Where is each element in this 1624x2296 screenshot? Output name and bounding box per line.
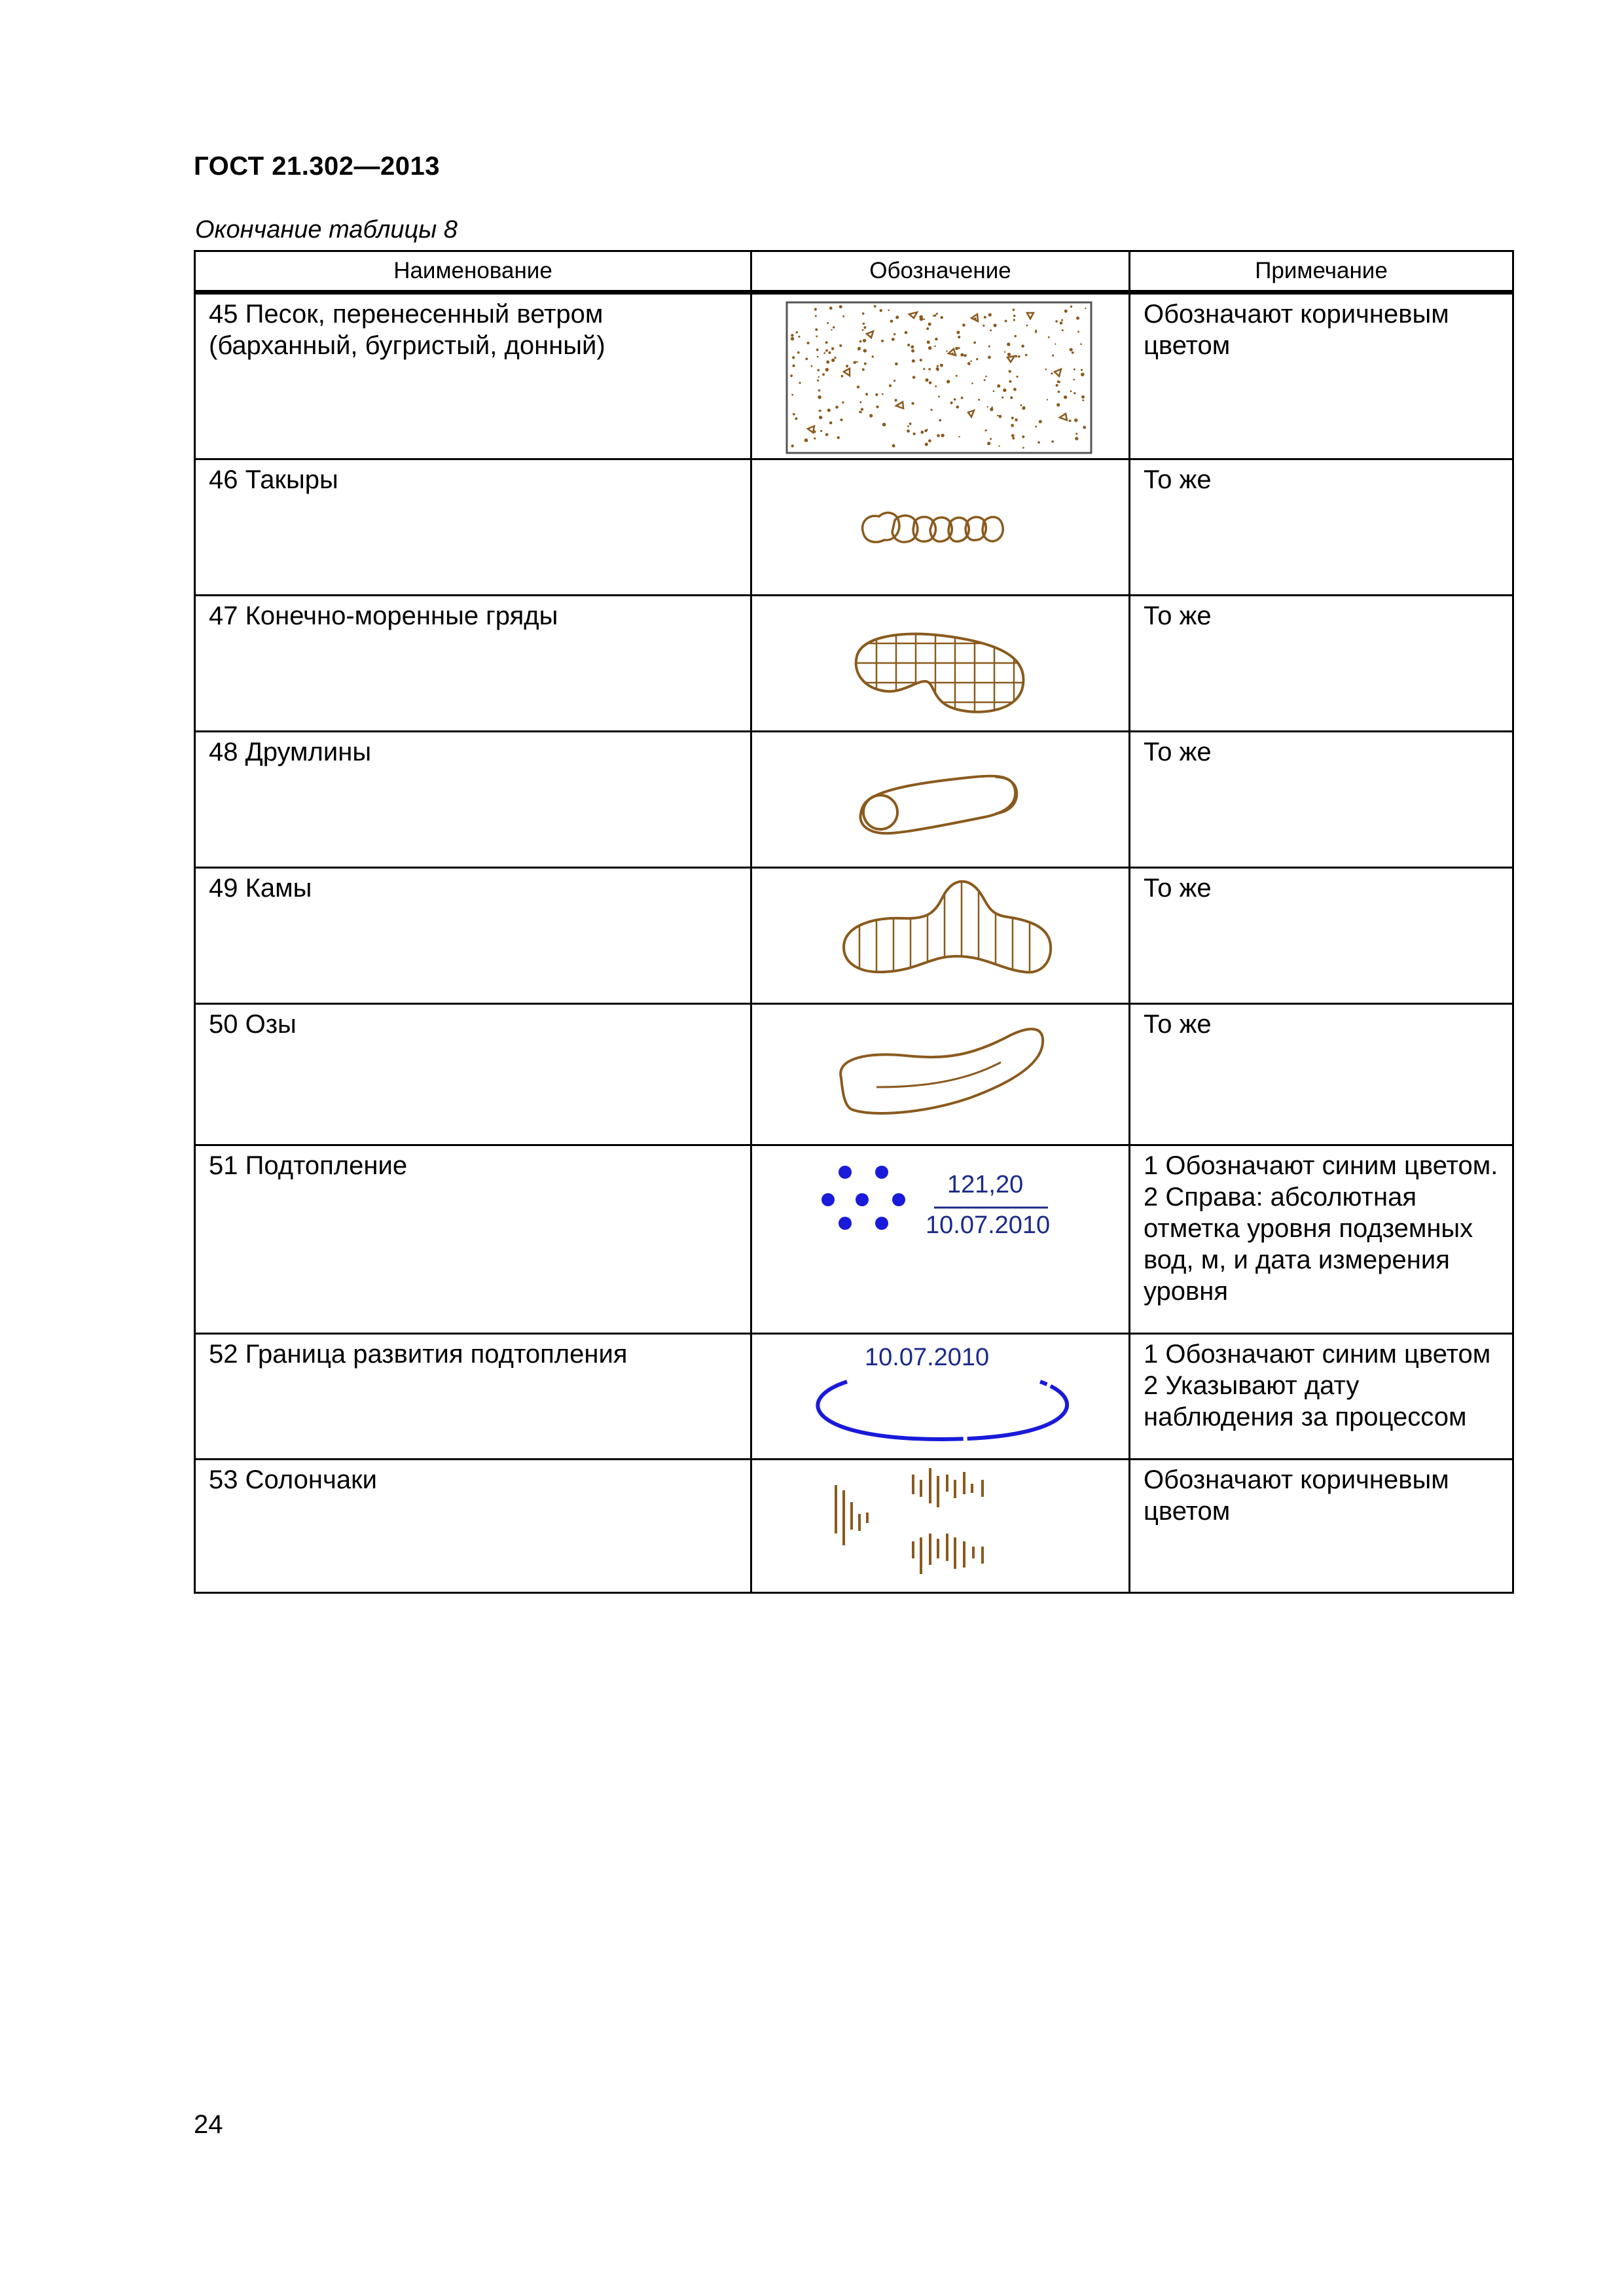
measurement-date: 10.07.2010 xyxy=(926,1211,1051,1239)
salt-marsh-icon xyxy=(752,1460,1130,1591)
row-name: 47 Конечно-моренные гряды xyxy=(209,601,558,630)
row-name: 50 Озы xyxy=(209,1010,297,1039)
column-header-name: Наименование xyxy=(195,251,751,293)
page-number: 24 xyxy=(194,2110,223,2139)
row-name: 53 Солончаки xyxy=(209,1465,377,1494)
row-name: 46 Такыры xyxy=(209,465,338,494)
row-note: То же xyxy=(1144,465,1212,494)
symbols-table xyxy=(194,250,1514,1594)
table-caption: Окончание таблицы 8 xyxy=(195,216,458,243)
row-name: 51 Подтопление xyxy=(209,1151,408,1180)
document-header: ГОСТ 21.302—2013 xyxy=(194,152,441,181)
table-row xyxy=(195,1004,1513,1145)
row-name: 48 Друмлины xyxy=(209,738,372,766)
row-note: То же xyxy=(1144,738,1212,766)
row-note: То же xyxy=(1144,874,1212,903)
row-name: 45 Песок, перенесенный ветром (барханный, бугристый, донный) xyxy=(209,300,605,360)
row-note: 1 Обозначают синим цветом. 2 Справа: абсолютная отметка уровня подземных вод, м, и дата измерения уровня xyxy=(1144,1151,1498,1306)
table-row xyxy=(195,596,1513,732)
terminal-moraine-icon xyxy=(752,596,1130,730)
row-note: То же xyxy=(1144,1010,1212,1039)
table-row xyxy=(195,1460,1513,1593)
observation-date: 10.07.2010 xyxy=(865,1344,990,1371)
table-row xyxy=(195,293,1513,459)
table-row xyxy=(195,459,1513,596)
drumlin-icon xyxy=(752,732,1130,866)
column-header-note: Примечание xyxy=(1130,251,1513,293)
table-header-row xyxy=(195,251,1513,293)
row-note: Обозначают коричневым цветом xyxy=(1144,1465,1449,1526)
row-name: 52 Граница развития подтопления xyxy=(209,1340,628,1369)
row-note: То же xyxy=(1144,601,1212,630)
row-note: 1 Обозначают синим цветом 2 Указывают дату наблюдения за процессом xyxy=(1144,1340,1491,1431)
kame-icon xyxy=(752,869,1130,1002)
esker-icon xyxy=(752,1005,1130,1143)
column-header-symbol: Обозначение xyxy=(751,251,1130,293)
row-name: 49 Камы xyxy=(209,874,312,903)
groundwater-level-value: 121,20 xyxy=(947,1171,1024,1198)
takyr-icon xyxy=(752,460,1130,594)
table-row xyxy=(195,868,1513,1004)
table-row xyxy=(195,732,1513,868)
wind-blown-sand-pattern-icon xyxy=(752,295,1130,458)
table-row xyxy=(195,1145,1513,1334)
row-note: Обозначают коричневым цветом xyxy=(1144,300,1449,360)
table-row xyxy=(195,1334,1513,1460)
